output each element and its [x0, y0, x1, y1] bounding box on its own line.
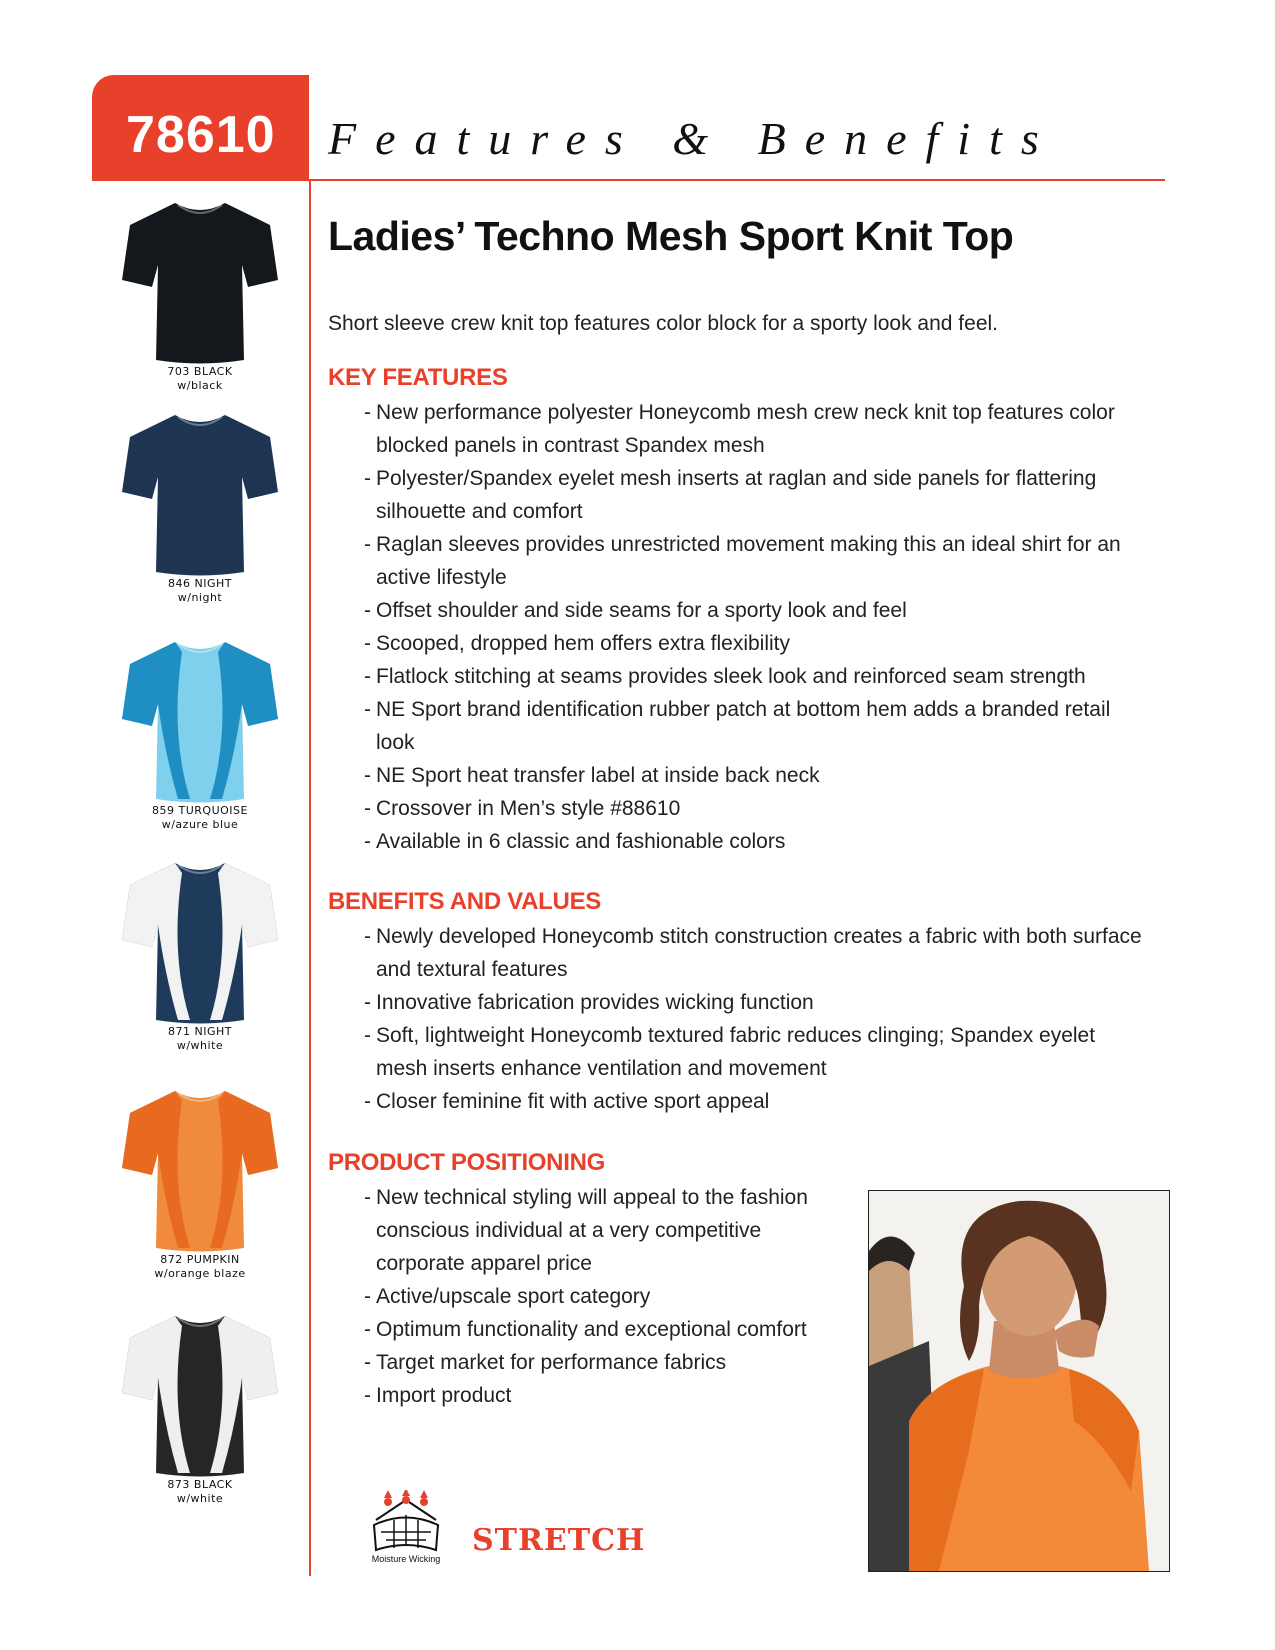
list-item: - Import product: [364, 1379, 838, 1412]
list-item: - Available in 6 classic and fashionable colors: [364, 825, 1148, 858]
swatch-color-code: 846 NIGHT: [168, 577, 232, 590]
shirt-body: [122, 415, 278, 576]
list-item: - NE Sport heat transfer label at inside back neck: [364, 759, 1148, 792]
color-swatch: [105, 855, 295, 1053]
tshirt-image: [120, 407, 280, 577]
list-item: - Offset shoulder and side seams for a sporty look and feel: [364, 594, 1148, 627]
swatch-trim: w/black: [177, 379, 223, 392]
color-swatch: [105, 195, 295, 393]
tshirt-image: [120, 855, 280, 1025]
positioning-heading: PRODUCT POSITIONING: [328, 1149, 605, 1176]
page-title: Features & Benefits: [328, 113, 1058, 164]
moisture-wicking-logo: [366, 1490, 446, 1570]
key-features-heading: KEY FEATURES: [328, 364, 508, 391]
swatch-color-code: 703 BLACK: [167, 365, 233, 378]
list-item: - Closer feminine fit with active sport appeal: [364, 1085, 1148, 1118]
swatch-color-code: 873 BLACK: [167, 1478, 233, 1491]
list-item: - Optimum functionality and exceptional comfort: [364, 1313, 838, 1346]
tshirt-image: [120, 195, 280, 365]
tshirt-image: [120, 634, 280, 804]
list-item: - Polyester/Spandex eyelet mesh inserts at raglan and side panels for flattering silhouette and comfort: [364, 462, 1148, 528]
key-features-section: [328, 364, 1148, 858]
tshirt-image: [120, 1308, 280, 1478]
positioning-list: [328, 1181, 838, 1412]
list-item: - Soft, lightweight Honeycomb textured fabric reduces clinging; Spandex eyelet mesh inserts enhance ventilation and movement: [364, 1019, 1148, 1085]
swatch-color-code: 872 PUMPKIN: [160, 1253, 240, 1266]
swatch-trim: w/azure blue: [161, 818, 239, 831]
list-item: - Innovative fabrication provides wicking function: [364, 986, 1148, 1019]
tshirt-image: [120, 1083, 280, 1253]
style-number: 78610: [126, 106, 276, 164]
list-item: - NE Sport brand identification rubber patch at bottom hem adds a branded retail look: [364, 693, 1148, 759]
swatch-trim: w/white: [176, 1492, 224, 1505]
list-item: - Newly developed Honeycomb stitch construction creates a fabric with both surface and textural features: [364, 920, 1148, 986]
list-item: - Raglan sleeves provides unrestricted movement making this an ideal shirt for an active lifestyle: [364, 528, 1148, 594]
swatch-color-code: 871 NIGHT: [168, 1025, 232, 1038]
benefits-list: [328, 920, 1148, 1118]
list-item: - New performance polyester Honeycomb mesh crew neck knit top features color blocked panels in contrast Spandex mesh: [364, 396, 1148, 462]
header-divider: [309, 179, 1165, 181]
product-intro: Short sleeve crew knit top features color block for a sporty look and feel.: [328, 312, 999, 335]
shirt-body: [122, 203, 278, 364]
swatch-trim: w/night: [177, 591, 223, 604]
list-item: - Target market for performance fabrics: [364, 1346, 838, 1379]
swatch-trim: w/orange blaze: [154, 1267, 246, 1280]
product-title: Ladies’ Techno Mesh Sport Knit Top: [328, 213, 1014, 259]
color-swatch: [105, 407, 295, 605]
key-features-list: [328, 396, 1148, 858]
color-swatch: [105, 634, 295, 832]
swatch-color-code: 859 TURQUOISE: [152, 804, 248, 817]
style-number-badge: [92, 75, 309, 181]
column-divider: [309, 181, 311, 1576]
model-photo: [868, 1190, 1170, 1572]
color-swatch: [105, 1083, 295, 1281]
swatch-trim: w/white: [176, 1039, 224, 1052]
moisture-wicking-label: Moisture Wicking: [371, 1554, 441, 1564]
list-item: - Crossover in Men’s style #88610: [364, 792, 1148, 825]
benefits-section: [328, 888, 1148, 1118]
list-item: - Scooped, dropped hem offers extra flexibility: [364, 627, 1148, 660]
list-item: - Flatlock stitching at seams provides sleek look and reinforced seam strength: [364, 660, 1148, 693]
color-swatch: [105, 1308, 295, 1506]
stretch-logo: STRETCH: [472, 1523, 646, 1558]
positioning-section: [328, 1149, 838, 1412]
list-item: - Active/upscale sport category: [364, 1280, 838, 1313]
list-item: - New technical styling will appeal to the fashion conscious individual at a very competitive corporate apparel price: [364, 1181, 838, 1280]
benefits-heading: BENEFITS AND VALUES: [328, 888, 601, 915]
